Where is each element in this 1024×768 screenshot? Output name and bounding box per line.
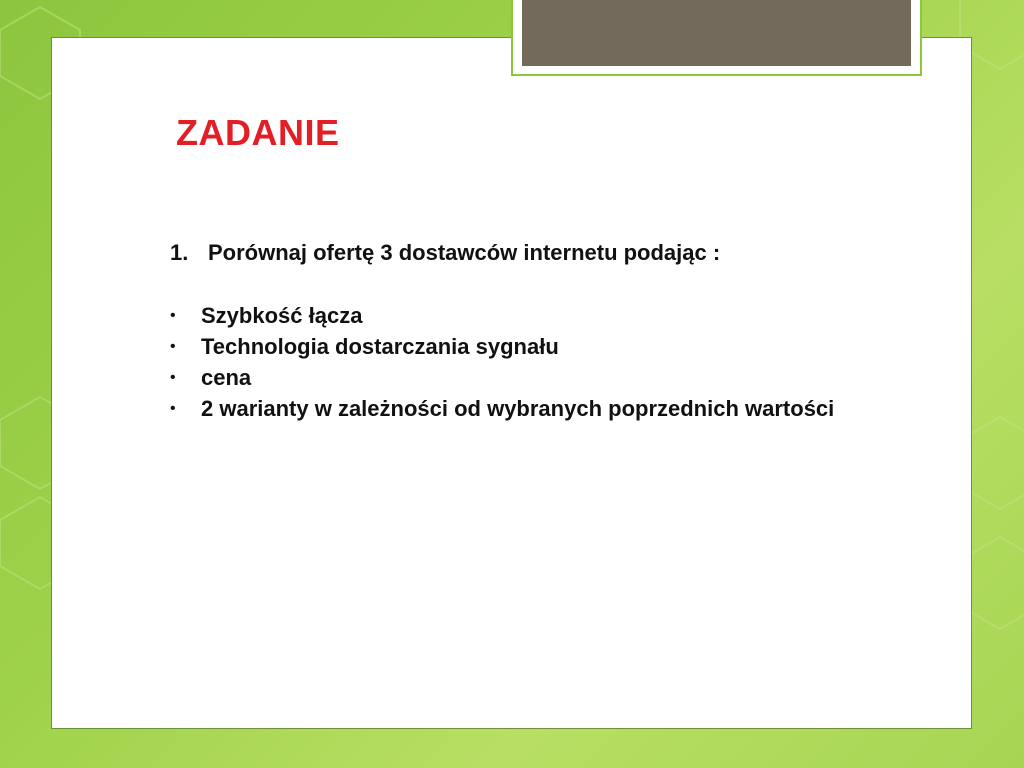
bullet-text: 2 warianty w zależności od wybranych poprzednich wartości bbox=[201, 396, 835, 421]
bullet-item bbox=[170, 300, 870, 331]
bullet-dot-icon: • bbox=[170, 307, 176, 324]
title-placeholder-tab bbox=[511, 0, 922, 76]
list-item-text: Porównaj ofertę 3 dostawców internetu podając : bbox=[208, 240, 721, 265]
bullet-text: cena bbox=[201, 365, 252, 390]
bullet-dot-icon: • bbox=[170, 400, 176, 417]
bullet-list bbox=[170, 300, 870, 424]
bullet-item bbox=[170, 393, 870, 424]
bullet-item bbox=[170, 362, 870, 393]
numbered-list-item bbox=[170, 240, 720, 266]
slide-heading: ZADANIE bbox=[176, 112, 340, 153]
bullet-dot-icon: • bbox=[170, 338, 176, 355]
list-number: 1. bbox=[170, 240, 189, 265]
bullet-text: Technologia dostarczania sygnału bbox=[201, 334, 559, 359]
bullet-text: Szybkość łącza bbox=[201, 303, 363, 328]
title-placeholder-box bbox=[522, 0, 911, 66]
bullet-item bbox=[170, 331, 870, 362]
bullet-dot-icon: • bbox=[170, 369, 176, 386]
